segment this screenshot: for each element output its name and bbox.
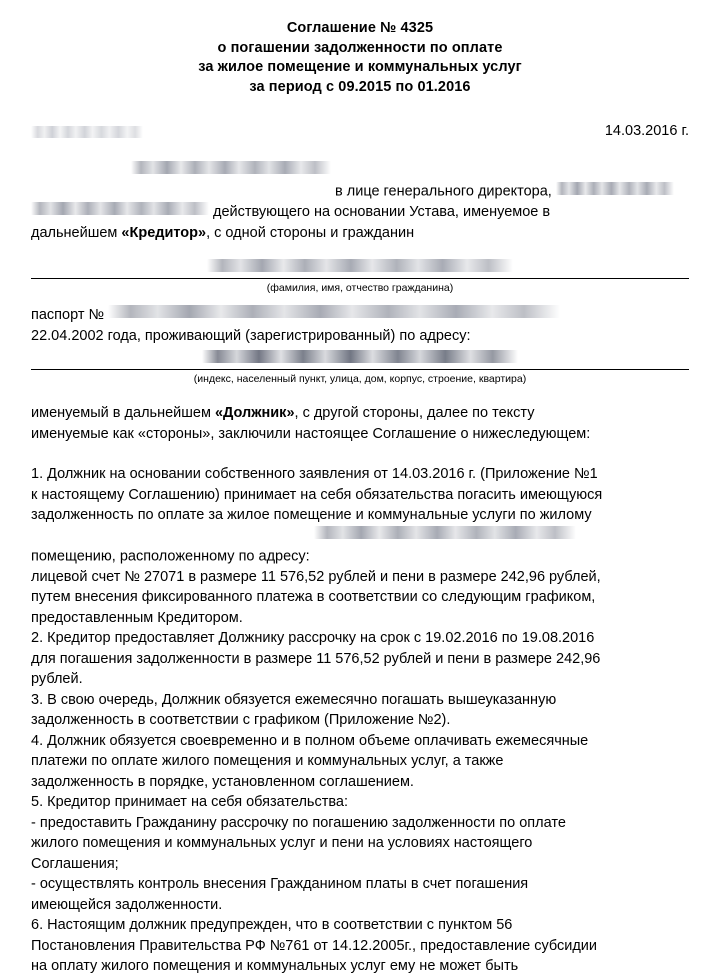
citizen-name-caption: (фамилия, имя, отчество гражданина) (266, 282, 454, 294)
clause-2 (31, 628, 689, 690)
registration-address-redacted (202, 350, 518, 363)
organization-redacted (131, 161, 331, 174)
title-line-2: о погашении задолженности по оплате (217, 39, 503, 56)
clause-1-line-1: 1. Должник на основании собственного заявления от 14.03.2016 г. (Приложение №1 (31, 466, 598, 482)
preamble-text-1: в лице генерального директора, (335, 183, 552, 200)
title-line-4: за период с 09.2015 по 01.2016 (249, 78, 471, 95)
document-date: 14.03.2016 г. (604, 123, 689, 139)
citizen-name-redacted (207, 259, 513, 272)
clause-2-line-3: рублей. (31, 671, 83, 687)
passport-line-2: 22.04.2002 года, проживающий (зарегистрированный) по адресу: (31, 327, 471, 344)
debtor-text-2: , с другой стороны, далее по тексту (294, 405, 535, 421)
clause-4-line-1: 4. Должник обязуется своевременно и в полном объеме оплачивать ежемесячные (31, 732, 589, 749)
clause-1 (31, 464, 689, 628)
title-line-1: Соглашение № 4325 (286, 20, 434, 36)
clause-5-bullet-2-line-2: имеющейся задолженности. (31, 896, 223, 913)
clause-3-line-2: задолженность в соответствии с графиком (Приложение №2). (31, 712, 451, 728)
address-rule (31, 369, 689, 370)
clause-5-bullet-2-line-1: - осуществлять контроль внесения Гражданином платы в счет погашения (31, 876, 529, 892)
citizen-name-value-row (31, 259, 689, 276)
passport-paragraph (31, 305, 689, 346)
clause-1-line-4: помещению, расположенному по адресу: (31, 548, 310, 564)
creditor-term: «Кредитор» (121, 224, 207, 241)
clause-1-line-5: лицевой счет № 27071 в размере 11 576,52 рублей и пени в размере 242,96 рублей, (31, 568, 601, 585)
clause-5 (31, 792, 689, 915)
clause-2-line-2: для погашения задолженности в размере 11 576,52 рублей и пени в размере 242,96 (31, 650, 601, 667)
clause-6-line-3: на оплату жилого помещения и коммунальных услуг ему не может быть (31, 958, 519, 974)
clauses-section (31, 464, 689, 977)
debtor-paragraph (31, 403, 689, 444)
clause-5-bullet-1-line-3: Соглашения; (31, 855, 119, 872)
clause-4-line-3: задолженность в порядке, установленном соглашением. (31, 773, 414, 790)
clause-4 (31, 731, 689, 793)
citizen-name-rule (31, 278, 689, 279)
clause-2-line-1: 2. Кредитор предоставляет Должнику рассрочку на срок с 19.02.2016 по 19.08.2016 (31, 630, 595, 646)
passport-number-redacted (108, 305, 560, 318)
preamble-text-4: , с одной стороны и гражданин (206, 224, 415, 241)
registration-address-row (31, 350, 689, 367)
preamble-text-3: дальнейшем (31, 224, 118, 241)
clause-3-line-1: 3. В свою очередь, Должник обязуется ежемесячно погашать вышеуказанную (31, 691, 557, 708)
preamble-paragraph (31, 161, 689, 243)
director-name-redacted-line2 (31, 202, 209, 215)
title-line-3: за жилое помещение и коммунальных услуг (198, 59, 522, 75)
place-and-date-row (31, 121, 689, 143)
property-address-redacted (314, 526, 576, 539)
place-redacted (31, 126, 143, 138)
clause-6 (31, 915, 689, 977)
clause-1-line-6: путем внесения фиксированного платежа в соответствии со следующим графиком, (31, 589, 596, 605)
passport-label: паспорт № (31, 307, 105, 323)
clause-6-line-2: Постановления Правительства РФ №761 от 14.12.2005г., предоставление субсидии (31, 937, 598, 954)
debtor-text-1: именуемый в дальнейшем (31, 405, 211, 421)
clause-4-line-2: платежи по оплате жилого помещения и коммунальных услуг, а также (31, 753, 504, 769)
clause-1-line-7: предоставленным Кредитором. (31, 609, 243, 626)
clause-1-line-2: к настоящему Соглашению) принимает на себя обязательства погасить имеющуюся (31, 486, 603, 503)
director-name-redacted (556, 182, 674, 195)
address-caption: (индекс, населенный пункт, улица, дом, корпус, строение, квартира) (193, 373, 527, 385)
citizen-name-field (31, 259, 689, 295)
clause-5-bullet-1-line-2: жилого помещения и коммунальных услуг и пени на условиях настоящего (31, 835, 533, 851)
debtor-term: «Должник» (214, 405, 295, 421)
document-title (31, 0, 689, 97)
debtor-text-3: именуемые как «стороны», заключили настоящее Соглашение о нижеследующем: (31, 425, 591, 442)
clause-5-line-1: 5. Кредитор принимает на себя обязательства: (31, 794, 348, 810)
clause-3 (31, 690, 689, 731)
clause-1-line-3: задолженность по оплате за жилое помещение и коммунальные услуги по жилому (31, 507, 592, 523)
clause-6-line-1: 6. Настоящим должник предупрежден, что в соответствии с пунктом 56 (31, 917, 513, 933)
preamble-text-2: действующего на основании Устава, именуемое в (213, 204, 551, 220)
clause-5-bullet-1-line-1: - предоставить Гражданину рассрочку по погашению задолженности по оплате (31, 814, 566, 831)
